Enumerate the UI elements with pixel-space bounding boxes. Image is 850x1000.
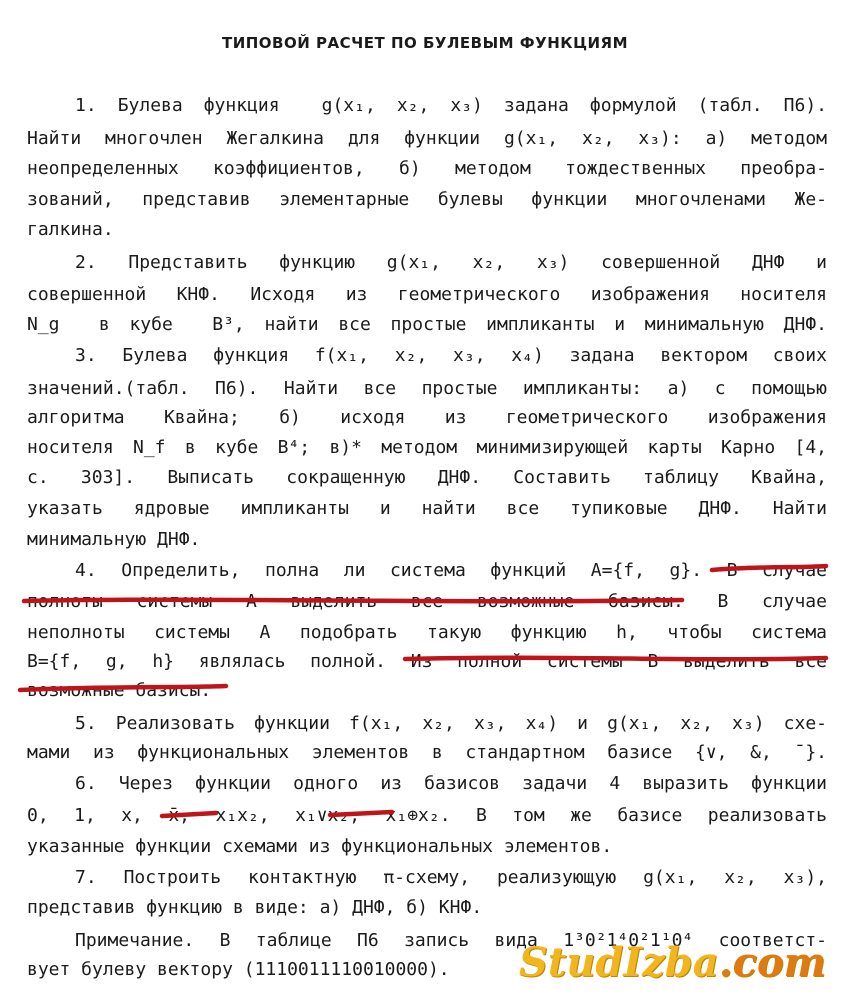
text-line: 2. Представить функцию g(x₁, x₂, x₃) совершенной ДНФ и	[75, 252, 827, 273]
text-line: 0, 1, x, x̄, x₁x₂, x₁∨x₂, x₁⊕x₂. В том же базисе реализовать	[27, 805, 827, 826]
strike-line	[20, 686, 226, 690]
text-line: носителя N_f в кубе B⁴; в)* методом минимизирующей карты Карно [4,	[27, 437, 827, 458]
document-title: ТИПОВОЙ РАСЧЕТ ПО БУЛЕВЫМ ФУНКЦИЯМ	[221, 34, 629, 52]
text-line: 6. Через функции одного из базисов задачи 4 выразить функции	[75, 773, 827, 794]
text-line: значений.(табл. П6). Найти все простые импликанты: а) с помощью	[27, 378, 827, 399]
text-line: 7. Построить контактную π-схему, реализующую g(x₁, x₂, x₃),	[75, 867, 827, 888]
text-line: алгоритма Квайна; б) исходя из геометрического изображения	[27, 407, 827, 428]
text-line: минимальную ДНФ.	[27, 529, 201, 550]
text-line: Найти многочлен Жегалкина для функции g(x₁, x₂, x₃): а) методом	[27, 128, 827, 149]
text-line: неполноты системы A подобрать такую функцию h, чтобы система	[27, 622, 827, 643]
text-line: возможные базисы.	[27, 680, 212, 701]
text-line: указать ядровые импликанты и найти все тупиковые ДНФ. Найти	[27, 498, 827, 519]
watermark-logo: StudIzba.com	[518, 939, 826, 986]
text-line: B={f, g, h} являлась полной. Из полной системы B выделить все	[27, 651, 827, 672]
text-line: представив функцию в виде: а) ДНФ, б) КНФ.	[27, 897, 483, 918]
text-line: зований, представив элементарные булевы функции многочленами Же-	[27, 189, 827, 210]
text-line: указанные функции схемами из функциональных элементов.	[27, 836, 613, 857]
text-line: 5. Реализовать функции f(x₁, x₂, x₃, x₄) и g(x₁, x₂, x₃) схе-	[75, 713, 827, 734]
text-line: N_g в кубе B³, найти все простые импликанты и минимальную ДНФ.	[27, 314, 827, 335]
text-line: полноты системы A выделить все возможные базисы. В случае	[27, 591, 827, 612]
strike-line	[405, 658, 826, 660]
text-line: совершенной КНФ. Исходя из геометрического изображения носителя	[27, 284, 827, 305]
strike-line	[24, 600, 682, 602]
note-line: вует булеву вектору (1110011110010000).	[27, 959, 450, 980]
strike-line	[162, 813, 216, 816]
text-line: с. 303]. Выписать сокращенную ДНФ. Составить таблицу Квайна,	[27, 467, 827, 488]
text-line: мами из функциональных элементов в стандартном базисе {∨, &, ¯}.	[27, 742, 827, 763]
text-line: 1. Булева функция g(x₁, x₂, x₃) задана формулой (табл. П6).	[75, 95, 827, 116]
note-line: Примечание. В таблице П6 запись вида 1³0²1⁴0²1¹0⁴ соответст-	[75, 930, 827, 951]
text-line: 3. Булева функция f(x₁, x₂, x₃, x₄) задана вектором своих	[75, 345, 827, 366]
text-line: галкина.	[27, 219, 114, 240]
strike-line	[712, 566, 826, 570]
text-line: 4. Определить, полна ли система функций A={f, g}. В случае	[75, 560, 827, 581]
strike-line	[330, 812, 392, 815]
text-line: неопределенных коэффициентов, б) методом тождественных преобра-	[27, 158, 827, 179]
